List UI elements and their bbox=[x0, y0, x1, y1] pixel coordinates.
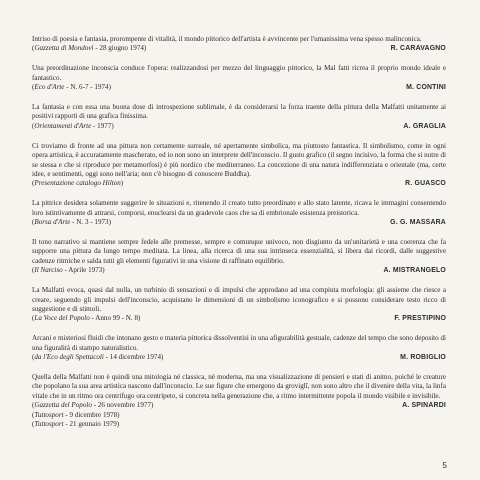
review-text: La fantasia e con essa una buona dose di introspezione sublimale, è da considerarsi la forza traente della pittura della Malfatti unitamente ai positivi rapporti di una grafica finissima. bbox=[32, 103, 446, 121]
review-text: Una preordinazione inconscia conduce l'opera: realizzandosi per mezzo del linguaggio pittorico, la Mal fatti ricrea il proprio mondo ideale e fantastico. bbox=[32, 64, 446, 82]
publication-name: La Voce del Popolo bbox=[34, 314, 90, 323]
review-sources bbox=[32, 218, 111, 227]
review-sources bbox=[32, 179, 123, 188]
publication-detail: - 1977) bbox=[91, 121, 114, 130]
source-citation: (Gazzetta del Popolo - 26 novembre 1977) bbox=[32, 401, 154, 410]
review-sources bbox=[32, 83, 111, 92]
source-citation: (Presentazione catalogo Hilton) bbox=[32, 179, 124, 188]
review-entry bbox=[32, 142, 446, 189]
publication-detail: - Anno 99 - N. 8) bbox=[89, 314, 141, 323]
publication-detail: - N. 3 - 1973) bbox=[70, 218, 111, 227]
review-entry bbox=[32, 64, 446, 92]
review-text: Il tono narrativo si mantiene sempre fedele alle premesse, sempre e comunque univoco, non disgiunto da un'unitarietà e una coerenza che fa supporre una pittura da lungo tempo meditata. La linea, alla ricerca di una sua intrinseca essenzialità, si libera dai ricordi, dalle suggestive cadenze ritmiche e salda tutti gli elementi figurativi in una visione di raffinato equilibrio. bbox=[32, 238, 446, 265]
review-attribution bbox=[32, 44, 446, 53]
review-text: Ci troviamo di fronte ad una pittura non certamente surreale, né apertamente simbolica, ma piuttosto fantastica. Il simbolismo, come in ogni opera artistica, è accuratamente mascherato, ed io non sono un interprete dell'inconscio. Il gusto grafico (il segno incisivo, la forma che si nutre di se stessa e che si riproduce per metamorfosi) è più nordico che mediterraneo. La concezione di una natura indifferenziata e orientale (ma, certe idee, e sentimenti, oggi sono nell'aria; non c'è bisogno di conoscere Buddha). bbox=[32, 141, 446, 178]
publication-detail: - 9 dicembre 1978) bbox=[63, 410, 120, 419]
publication-name: Presentazione catalogo Hilton bbox=[34, 179, 121, 188]
publication-detail: - N. 6-7 - 1974) bbox=[64, 83, 111, 92]
publication-name: Tuttosport bbox=[34, 420, 64, 428]
review-attribution bbox=[32, 122, 446, 131]
review-attribution bbox=[32, 353, 446, 362]
review-text: Arcani e misteriosi fluidi che intonano gesto e materia pittorica dissolventisi in una afigurabilità gestuale, cadenze del tempo che sono deposito di una figuralità di stampo naturalistico. bbox=[32, 334, 446, 352]
review-author: A. SPINARDI bbox=[402, 402, 446, 410]
review-attribution bbox=[32, 401, 446, 429]
publication-name: Borsa d'Arte bbox=[34, 218, 71, 227]
review-text: Quella della Malfatti non è quindi una mitologia né classica, né moderna, ma una visualizzazione di pensieri e stati di animo, poiché le creature che popolano la sua area artistica nascono dall'inconscio. Le sue figure che emergono da groviglî, non sono altro che il divenire della vita, la linfa vitale che in un ritmo ora centrifugo ora centripeto, si concreta nella generazione che, a ritmo intermittente popola il mondo visibile e invisibile. bbox=[32, 372, 446, 400]
review-entry bbox=[32, 373, 446, 429]
review-sources bbox=[32, 314, 140, 323]
review-text: Intriso di poesia e fantasia, prorompente di vitalità, il mondo pittorico dell'artista è avvincente per l'umanissima vena spesso malinconica. bbox=[32, 35, 422, 43]
review-attribution bbox=[32, 179, 446, 188]
review-sources bbox=[32, 353, 163, 362]
review-sources bbox=[32, 401, 153, 429]
review-entry bbox=[32, 103, 446, 131]
review-author: R. GUASCO bbox=[405, 180, 446, 188]
source-citation: (Tuttosport - 21 gennaio 1979) bbox=[32, 420, 120, 428]
source-citation: (Tuttosport - 9 dicembre 1978) bbox=[32, 410, 120, 419]
publication-detail: - 28 giugno 1974) bbox=[93, 44, 147, 53]
publication-name: Tuttosport bbox=[34, 410, 64, 419]
publication-detail: - 21 gennaio 1979) bbox=[63, 420, 120, 428]
publication-detail: - 26 novembre 1977) bbox=[91, 401, 154, 410]
publication-detail: ) bbox=[120, 179, 124, 188]
review-author: M. ROBIGLIO bbox=[400, 354, 446, 362]
review-text: La pittrice desidera solamente suggerire le situazioni e, ritenendo il creato tutto preordinato e allo stato latente, ricava le immagini consentendo loro istintivamente di attrarsi, comporsi, enuclearsi da un gradevole caos che sa di embrionale esistenza preistorica. bbox=[32, 199, 446, 217]
source-citation: (Borsa d'Arte - N. 3 - 1973) bbox=[32, 218, 111, 227]
publication-name: Eco d'Arte bbox=[34, 83, 65, 92]
review-attribution bbox=[32, 314, 446, 323]
review-attribution bbox=[32, 83, 446, 92]
review-attribution bbox=[32, 266, 446, 275]
publication-name: da l'Eco degli Spettacoli bbox=[34, 353, 104, 362]
review-list bbox=[32, 35, 446, 429]
review-author: F. PRESTIPINO bbox=[394, 315, 446, 323]
source-citation: (Il Narciso - Aprile 1973) bbox=[32, 266, 105, 275]
publication-name: Il Narciso bbox=[34, 266, 63, 275]
page-number: 5 bbox=[442, 461, 447, 470]
source-citation: (da l'Eco degli Spettacoli - 14 dicembre 1974) bbox=[32, 353, 164, 362]
publication-name: Gazzetta del Popolo bbox=[34, 401, 92, 410]
review-author: G. G. MASSARA bbox=[390, 219, 446, 227]
review-sources bbox=[32, 44, 146, 53]
review-author: A. GRAGLIA bbox=[403, 122, 446, 130]
publication-detail: - 14 dicembre 1974) bbox=[103, 353, 164, 362]
publication-name: Orientamenti d'Arte bbox=[34, 121, 92, 130]
review-entry bbox=[32, 334, 446, 362]
review-entry bbox=[32, 199, 446, 227]
publication-detail: - Aprile 1973) bbox=[62, 266, 105, 275]
review-sources bbox=[32, 266, 105, 275]
source-citation: (Gazzetta di Mondovì - 28 giugno 1974) bbox=[32, 44, 147, 53]
review-entry bbox=[32, 286, 446, 324]
review-entry bbox=[32, 35, 446, 54]
review-entry bbox=[32, 238, 446, 276]
review-author: M. CONTINI bbox=[406, 84, 446, 92]
review-sources bbox=[32, 122, 114, 131]
review-text: La Malfatti evoca, quasi dal nulla, un turbinio di sensazioni e di impulsi che approdano ad una compiuta morfologia: gli assieme che riesce a creare, seguendo gli impulsi dell'inconscio, acquistano le dimensioni di un simbolismo iconografico e si possono considerare testo ricco di suggestione e di stimoli. bbox=[32, 286, 446, 313]
review-author: A. MISTRANGELO bbox=[383, 267, 446, 275]
source-citation: (Orientamenti d'Arte - 1977) bbox=[32, 121, 114, 130]
publication-name: Gazzetta di Mondovì bbox=[34, 44, 94, 53]
review-attribution bbox=[32, 218, 446, 227]
source-citation: (Eco d'Arte - N. 6-7 - 1974) bbox=[32, 83, 111, 92]
source-citation: (La Voce del Popolo - Anno 99 - N. 8) bbox=[32, 314, 141, 323]
review-author: R. CARAVAGNO bbox=[390, 45, 446, 53]
